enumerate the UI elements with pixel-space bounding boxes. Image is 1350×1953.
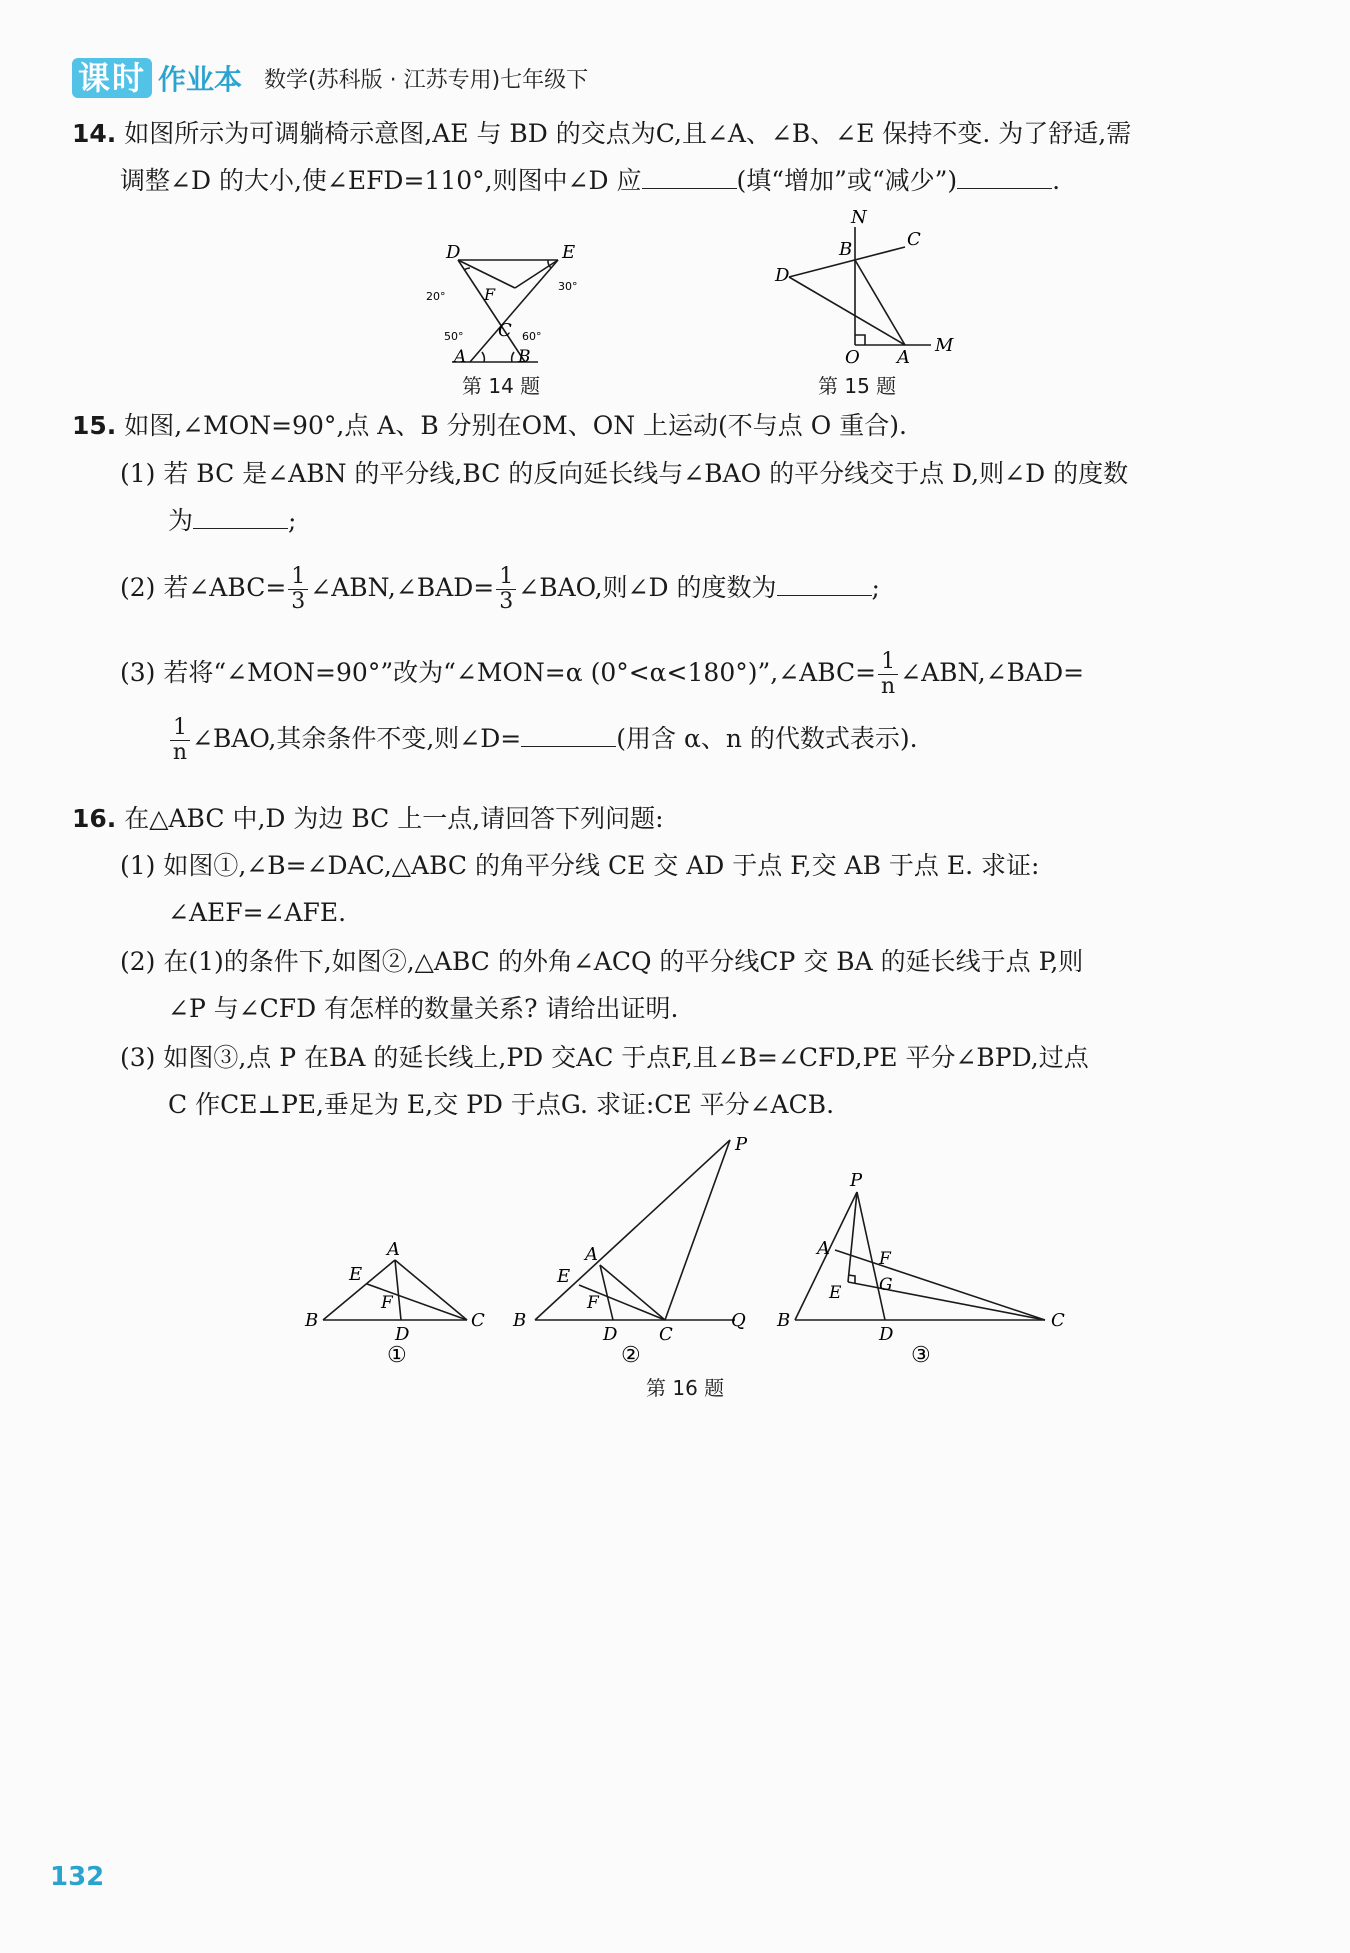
q15-part2: (2) 若∠ABC= $\frac{1}{3}$ ∠ABN,∠BAD= $\frac{1}{3}$ ∠BAO,则∠D 的度数为 ; [120, 564, 880, 614]
fig16-1-label-A: A [387, 1239, 400, 1260]
q15-stem: 如图,∠MON=90°,点 A、B 分别在OM、ON 上运动(不与点 O 重合). [124, 411, 907, 440]
fig16-2-label-B: B [513, 1310, 527, 1331]
figure-14 [410, 240, 610, 370]
fig16-1-label-C: C [471, 1310, 485, 1331]
fig16-3-label-C: C [1051, 1310, 1065, 1331]
fig15-line-BA [855, 260, 905, 345]
fig14-angle-50: 50° [444, 330, 464, 343]
fig15-label-C: C [907, 229, 921, 250]
fig14-arc-D [464, 268, 470, 270]
q16-part1: (1) 如图①,∠B=∠DAC,△ABC 的角平分线 CE 交 AD 于点 F,交 AB 于点 E. 求证: ∠AEF=∠AFE. [120, 851, 1040, 927]
fig14-label-C: C [498, 320, 512, 341]
fig14-label-B: B [518, 347, 531, 367]
fig16-3-label-D: D [879, 1324, 894, 1345]
fig15-label-O: O [845, 347, 860, 365]
fig16-1-label-E: E [349, 1264, 363, 1285]
q14-line1: 14. 如图所示为可调躺椅示意图,AE 与 BD 的交点为C,且∠A、∠B、∠E 保持不变. 为了舒适,需 [72, 119, 1132, 148]
q16-part2: (2) 在(1)的条件下,如图②,△ABC 的外角∠ACQ 的平分线CP 交 BA 的延长线于点 P,则 ∠P 与∠CFD 有怎样的数量关系? 请给出证明. [120, 947, 1084, 1023]
fig16-1-lines [323, 1260, 467, 1320]
book-logo-suffix: 作业本 [158, 63, 243, 96]
fig15-label-B: B [839, 239, 853, 260]
fig16-3-label-P: P [850, 1170, 863, 1191]
q14-number: 14. [72, 119, 117, 148]
fig14-angle-60: 60° [522, 330, 542, 343]
q15-part1: (1) 若 BC 是∠ABN 的平分线,BC 的反向延长线与∠BAO 的平分线交于点 D,则∠D 的度数 为 ; [120, 459, 1129, 535]
fig14-caption: 第 14 题 [462, 374, 541, 398]
q16-number: 16. [72, 804, 117, 833]
fig14-label-F: F [484, 285, 496, 304]
q16-part3: (3) 如图③,点 P 在BA 的延长线上,PD 交AC 于点F,且∠B=∠CFD,PE 平分∠BPD,过点 C 作CE⊥PE,垂足为 E,交 PD 于点G. 求证:CE 平分∠ACB. [120, 1043, 1089, 1119]
q15-part3: (3) 若将“∠MON=90°”改为“∠MON=α (0°<α<180°)”,∠ABC= $\frac{1}{n}$ ∠ABN,∠BAD= $\frac{1}{n}$ ∠BAO,其余条件不变,则∠D= (用含 α、n 的代数式表示). [120, 649, 1085, 765]
book-logo: 课时 [72, 58, 152, 98]
fig16-3-label-B: B [777, 1310, 791, 1331]
figure-15 [765, 205, 965, 365]
q15-frac-1-3-b: $\frac{1}{3}$ [496, 565, 516, 614]
q15-blank-2[interactable] [777, 569, 872, 596]
fig16-caption: 第 16 题 [646, 1376, 725, 1400]
fig15-line-DA [789, 277, 905, 345]
question-16 [72, 795, 1282, 842]
q16-stem: 在△ABC 中,D 为边 BC 上一点,请回答下列问题: [124, 804, 664, 833]
q14-line2: 调整∠D 的大小,使∠EFD=110°,则图中∠D 应 (填“增加”或“减少”) . [72, 157, 1282, 204]
fig16-2-label-P: P [735, 1134, 748, 1155]
fig16-3-label-E: E [829, 1283, 842, 1303]
fig14-label-A: A [454, 347, 467, 367]
subject-title: 数学(苏科版 · 江苏专用)七年级下 [264, 67, 589, 93]
fig14-angle-20: 20° [426, 290, 446, 303]
page-number: 132 [50, 1862, 105, 1892]
fig15-label-N: N [851, 207, 867, 228]
q14-blank-2[interactable] [957, 162, 1052, 189]
fig16-2-label-F: F [587, 1293, 599, 1313]
q15-blank-3[interactable] [521, 720, 616, 747]
fig16-1-label-F: F [381, 1293, 393, 1313]
q15-frac-1-3-a: $\frac{1}{3}$ [288, 565, 308, 614]
q15-blank-1[interactable] [193, 502, 288, 529]
fig15-label-A: A [897, 347, 910, 365]
fig16-mark-1: ① [387, 1343, 407, 1368]
fig15-label-M: M [935, 335, 954, 356]
fig15-caption: 第 15 题 [818, 374, 897, 398]
fig16-mark-2: ② [621, 1343, 641, 1368]
fig16-3-label-A: A [817, 1238, 830, 1259]
fig16-mark-3: ③ [911, 1343, 931, 1368]
figure-16 [295, 1130, 1095, 1380]
q15-frac-1-n-b: $\frac{1}{n}$ [170, 716, 190, 765]
fig14-arc-A [482, 352, 484, 362]
fig16-3-label-G: G [879, 1275, 893, 1295]
page-header [72, 58, 588, 98]
fig15-label-D: D [775, 265, 790, 286]
fig16-2-label-Q: Q [731, 1310, 746, 1331]
fig14-arc-B [512, 352, 514, 362]
fig14-label-E: E [562, 242, 576, 263]
fig16-1-label-B: B [305, 1310, 319, 1331]
fig16-2-lines [535, 1140, 735, 1320]
q15-number: 15. [72, 411, 117, 440]
q14-blank-1[interactable] [642, 162, 737, 189]
fig15-right-angle [855, 335, 865, 345]
fig14-angle-30: 30° [558, 280, 578, 293]
fig16-2-label-E: E [557, 1266, 571, 1287]
fig16-2-label-D: D [603, 1324, 618, 1345]
question-15 [72, 402, 1282, 449]
fig16-1-label-D: D [395, 1324, 410, 1345]
fig14-label-D: D [446, 242, 461, 263]
fig16-3-label-F: F [879, 1249, 891, 1269]
fig16-2-label-A: A [585, 1244, 598, 1265]
fig16-2-label-C: C [659, 1324, 673, 1345]
q15-frac-1-n-a: $\frac{1}{n}$ [878, 650, 898, 699]
question-14 [72, 110, 1282, 204]
